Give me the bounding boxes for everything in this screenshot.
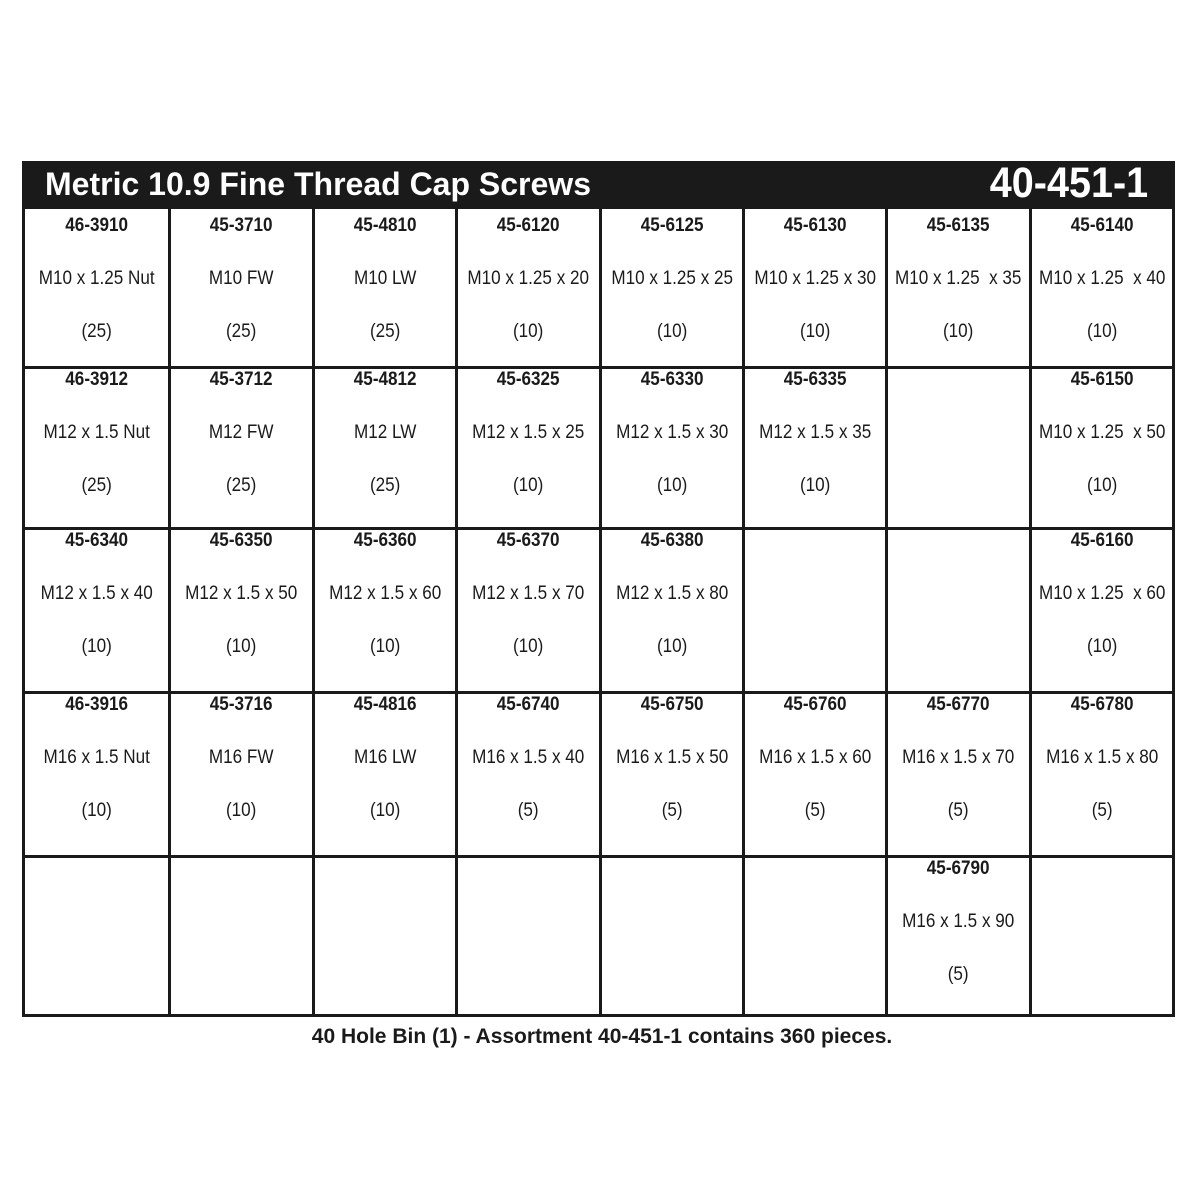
bin-part-number: 45-6125 [640, 215, 704, 236]
bin-part-number: 45-6160 [1070, 530, 1134, 551]
bin-label [25, 527, 168, 673]
bin-label [25, 366, 168, 512]
bin-label [458, 527, 598, 673]
bin-cell [455, 366, 598, 527]
bin-quantity: (5) [947, 964, 969, 985]
bin-label [745, 691, 885, 837]
bin-quantity: (5) [947, 800, 969, 821]
bin-label [602, 691, 742, 837]
bin-cell [1029, 366, 1172, 527]
bin-label [1032, 691, 1172, 837]
bin-part-number: 45-6370 [496, 530, 560, 551]
bin-layout-chart [22, 161, 1175, 1017]
bin-cell [599, 209, 742, 366]
bin-quantity: (10) [1086, 321, 1118, 342]
bin-size: M12 FW [209, 422, 274, 443]
bin-size: M16 x 1.5 x 40 [472, 747, 585, 768]
bin-label [315, 366, 455, 512]
bin-quantity: (5) [804, 800, 826, 821]
bin-cell [25, 691, 168, 855]
bin-cell-empty [742, 855, 885, 1014]
bin-part-number: 45-3716 [210, 694, 273, 715]
bin-quantity: (25) [81, 475, 112, 496]
bin-size: M12 x 1.5 x 25 [472, 422, 585, 443]
bin-label [1032, 209, 1172, 358]
bin-size: M10 x 1.25 x 25 [610, 268, 733, 289]
bin-quantity: (10) [369, 636, 401, 657]
bin-label [602, 527, 742, 673]
bin-label [888, 209, 1028, 358]
bin-part-number: 45-3710 [210, 215, 273, 236]
bin-size: M12 x 1.5 x 35 [758, 422, 872, 443]
bin-grid [25, 209, 1172, 1014]
bin-size: M16 x 1.5 x 60 [758, 747, 872, 768]
bin-cell [168, 691, 311, 855]
bin-part-number: 45-6740 [496, 694, 560, 715]
bin-cell-empty [599, 855, 742, 1014]
bin-cell [455, 527, 598, 691]
bin-part-number: 45-6130 [783, 215, 847, 236]
bin-part-number: 45-6135 [927, 215, 990, 236]
bin-label [315, 527, 455, 673]
bin-quantity: (25) [369, 321, 401, 342]
bin-part-number: 45-4812 [353, 369, 417, 390]
bin-cell [885, 691, 1028, 855]
bin-label [888, 855, 1028, 1001]
bin-quantity: (5) [517, 800, 539, 821]
bin-quantity: (25) [81, 321, 112, 342]
bin-cell [455, 209, 598, 366]
bin-size: M10 FW [209, 268, 274, 289]
bin-label [171, 691, 311, 837]
bin-cell-empty [168, 855, 311, 1014]
bin-part-number: 45-6760 [783, 694, 847, 715]
bin-quantity: (25) [226, 475, 257, 496]
bin-part-number: 45-6380 [640, 530, 704, 551]
bin-cell [1029, 527, 1172, 691]
bin-quantity: (10) [513, 321, 544, 342]
bin-cell [599, 366, 742, 527]
bin-cell [599, 527, 742, 691]
bin-label [1032, 527, 1172, 673]
bin-size: M10 x 1.25 x 30 [754, 268, 876, 289]
bin-quantity: (10) [81, 636, 112, 657]
bin-quantity: (10) [1086, 475, 1118, 496]
bin-size: M10 x 1.25 x 50 [1038, 422, 1166, 443]
bin-size: M12 x 1.5 Nut [43, 422, 150, 443]
bin-label [602, 209, 742, 358]
bin-cell-empty [1029, 855, 1172, 1014]
bin-quantity: (10) [369, 800, 401, 821]
bin-size: M16 x 1.5 x 80 [1045, 747, 1158, 768]
bin-cell [1029, 209, 1172, 366]
bin-cell [168, 366, 311, 527]
bin-label [315, 209, 455, 358]
bin-size: M12 x 1.5 x 50 [185, 583, 298, 604]
bin-cell [312, 527, 455, 691]
bin-size: M10 x 1.25 x 20 [467, 268, 590, 289]
bin-cell [455, 691, 598, 855]
bin-part-number: 45-6360 [353, 530, 417, 551]
bin-part-number: 45-4810 [353, 215, 417, 236]
bin-size: M16 x 1.5 x 50 [615, 747, 728, 768]
bin-cell [742, 691, 885, 855]
assortment-number: 40-451-1 [989, 159, 1148, 207]
bin-part-number: 45-6140 [1070, 215, 1134, 236]
bin-label [1032, 366, 1172, 512]
bin-quantity: (25) [369, 475, 401, 496]
bin-quantity: (10) [226, 636, 257, 657]
bin-size: M12 x 1.5 x 80 [615, 583, 728, 604]
bin-quantity: (10) [799, 475, 831, 496]
bin-size: M16 FW [209, 747, 274, 768]
bin-part-number: 45-6325 [496, 369, 560, 390]
bin-size: M10 x 1.25 Nut [38, 268, 155, 289]
bin-size: M10 LW [353, 268, 417, 289]
bin-cell [25, 527, 168, 691]
bin-label [745, 366, 885, 512]
chart-title: Metric 10.9 Fine Thread Cap Screws [45, 166, 591, 202]
bin-quantity: (10) [513, 475, 544, 496]
bin-part-number: 45-6780 [1070, 694, 1134, 715]
bin-part-number: 45-6790 [927, 858, 990, 879]
bin-size: M12 x 1.5 x 40 [40, 583, 153, 604]
bin-label [25, 209, 168, 358]
bin-cell-empty [885, 366, 1028, 527]
bin-part-number: 45-6330 [640, 369, 704, 390]
bin-size: M10 x 1.25 x 60 [1038, 583, 1166, 604]
bin-part-number: 46-3912 [65, 369, 129, 390]
bin-part-number: 46-3916 [65, 694, 129, 715]
bin-part-number: 45-6150 [1070, 369, 1134, 390]
assortment-caption: 40 Hole Bin (1) - Assortment 40-451-1 contains 360 pieces. [311, 1025, 893, 1048]
bin-cell-empty [312, 855, 455, 1014]
bin-size: M16 LW [353, 747, 417, 768]
bin-part-number: 46-3910 [65, 215, 129, 236]
bin-label [888, 691, 1028, 837]
bin-part-number: 45-3712 [210, 369, 273, 390]
bin-label [458, 366, 598, 512]
bin-part-number: 45-6770 [927, 694, 990, 715]
bin-cell [885, 209, 1028, 366]
bin-quantity: (10) [513, 636, 544, 657]
bin-size: M12 x 1.5 x 30 [615, 422, 728, 443]
bin-cell [312, 209, 455, 366]
bin-quantity: (10) [656, 636, 687, 657]
bin-cell [168, 527, 311, 691]
bin-quantity: (10) [226, 800, 257, 821]
bin-cell-empty [742, 527, 885, 691]
bin-cell-empty [25, 855, 168, 1014]
bin-label [315, 691, 455, 837]
bin-size: M12 LW [353, 422, 417, 443]
bin-cell [1029, 691, 1172, 855]
bin-quantity: (5) [1091, 800, 1113, 821]
bin-cell [25, 209, 168, 366]
bin-cell-empty [885, 527, 1028, 691]
bin-part-number: 45-6750 [640, 694, 704, 715]
bin-size: M16 x 1.5 Nut [43, 747, 150, 768]
bin-label [602, 366, 742, 512]
bin-cell [742, 366, 885, 527]
bin-size: M16 x 1.5 x 90 [902, 911, 1015, 932]
bin-cell-empty [455, 855, 598, 1014]
bin-quantity: (10) [799, 321, 831, 342]
bin-part-number: 45-6340 [65, 530, 129, 551]
bin-cell [168, 209, 311, 366]
header-bar [25, 159, 1172, 209]
bin-label [171, 209, 311, 358]
bin-part-number: 45-4816 [353, 694, 417, 715]
bin-part-number: 45-6350 [210, 530, 273, 551]
bin-quantity: (5) [661, 800, 683, 821]
bin-cell [885, 855, 1028, 1014]
bin-label [458, 209, 598, 358]
bin-label [458, 691, 598, 837]
bin-cell [742, 209, 885, 366]
bin-cell [599, 691, 742, 855]
bin-size: M12 x 1.5 x 60 [328, 583, 442, 604]
bin-quantity: (10) [943, 321, 974, 342]
bin-quantity: (10) [1086, 636, 1118, 657]
bin-quantity: (25) [226, 321, 257, 342]
bin-size: M16 x 1.5 x 70 [902, 747, 1015, 768]
bin-label [171, 366, 311, 512]
bin-size: M12 x 1.5 x 70 [472, 583, 585, 604]
bin-part-number: 45-6120 [496, 215, 560, 236]
bin-label [25, 691, 168, 837]
bin-cell [25, 366, 168, 527]
bin-label [745, 209, 885, 358]
bin-cell [312, 366, 455, 527]
bin-size: M10 x 1.25 x 40 [1038, 268, 1166, 289]
bin-quantity: (10) [656, 321, 687, 342]
bin-quantity: (10) [656, 475, 687, 496]
bin-cell [312, 691, 455, 855]
bin-quantity: (10) [81, 800, 112, 821]
bin-size: M10 x 1.25 x 35 [895, 268, 1022, 289]
bin-label [171, 527, 311, 673]
bin-part-number: 45-6335 [783, 369, 847, 390]
